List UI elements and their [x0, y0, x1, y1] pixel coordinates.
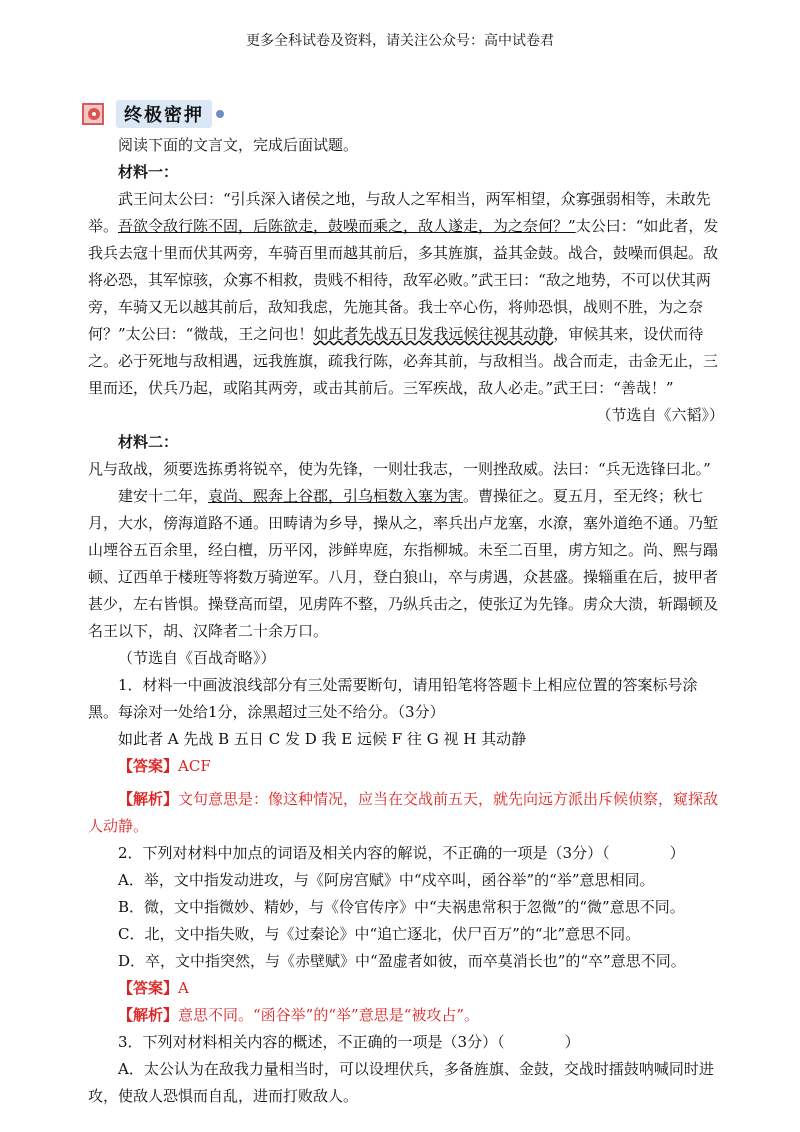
analysis-value: 意思不同。“函谷举”的“举”意思是“被攻占”。 — [178, 1006, 480, 1024]
material2-p2 — [88, 483, 724, 645]
page-header: 更多全科试卷及资料，请关注公众号：高中试卷君 — [246, 33, 554, 49]
q2-option-b: B．微，文中指微妙、精妙，与《伶官传序》中“夫祸患常积于忽微”的“微”意思不同。 — [118, 898, 685, 916]
m1-text-b: 太公曰：“如此者，发我兵去寇十里而伏其两旁，车骑百里而越其前后，多其旌旗，益其金鼓。战合，鼓噪而俱起。敌将必恐，其军惊骇，众寡不相救，贵贱不相待，敌军必败。”武王曰：“敌之地势，不可以伏其两旁，车骑又无以越其前后，敌知我虑，先施其备。我士卒心伤，将帅恐惧，战则不胜，为之奈何？”太公曰：“微哉，王之问也！ — [88, 217, 719, 343]
analysis-label: 【解析】 — [118, 790, 179, 808]
answer-label: 【答案】 — [118, 757, 179, 775]
material2-title: 材料二： — [118, 433, 179, 451]
analysis-value: 文句意思是：像这种情况，应当在交战前五天，就先向远方派出斥候侦察，窥探敌人动静。 — [88, 790, 719, 835]
material1-title: 材料一： — [118, 163, 179, 181]
badge-dot — [216, 110, 224, 118]
instruction: 阅读下面的文言文，完成后面试题。 — [118, 136, 359, 154]
q2-option-d: D．卒，文中指突然，与《赤壁赋》中“盈虚者如彼，而卒莫消长也”的“卒”意思不同。 — [118, 952, 686, 970]
q2-stem: 2．下列对材料中加点的词语及相关内容的解说，不正确的一项是（3分）（ ） — [118, 844, 685, 862]
m2-underlined: 袁尚、熙奔上谷郡，引乌桓数入塞为害 — [208, 487, 464, 505]
q1-stem: 1．材料一中画波浪线部分有三处需要断句，请用铅笔将答题卡上相应位置的答案标号涂黑。每涂对一处给1分，涂黑超过三处不给分。（3分） — [88, 676, 698, 721]
q2-option-c: C．北，文中指失败，与《过秦论》中“追亡逐北，伏尸百万”的“北”意思不同。 — [118, 925, 641, 943]
material1-source: （节选自《六韬》） — [596, 406, 724, 424]
analysis-label: 【解析】 — [118, 1006, 179, 1024]
badge-title: 终极密押 — [116, 100, 212, 128]
answer-value: ACF — [178, 757, 211, 775]
m1-text-c: ，审候其来，设伏而待之。必于死地与敌相遇，远我旌旗，疏我行陈，必奔其前，与敌相当。战合而走，击金无止，三里而还，伏兵乃起，或陷其两旁，或击其前后。三军疾战，敌人必走。”武王曰：“善哉！” — [88, 325, 719, 397]
q1-line: 如此者 A 先战 B 五日 C 发 D 我 E 远候 F 往 G 视 H 其动静 — [118, 730, 527, 748]
q2-analysis — [88, 1002, 724, 1029]
material2-source: （节选自《百战奇略》） — [118, 649, 276, 667]
answer-label: 【答案】 — [118, 979, 179, 997]
document-body — [88, 132, 724, 1110]
q2-option-a: A．举，文中指发动进攻，与《阿房宫赋》中“戍卒叫，函谷举”的“举”意思相同。 — [118, 871, 655, 889]
section-badge — [80, 100, 224, 128]
q1-answer — [88, 753, 724, 780]
answer-value: A — [178, 979, 189, 997]
m1-text-a: 武王问太公曰：“引兵深入诸侯之地，与敌人之军相当，两军相望，众寡强弱相等，未敢先举。 — [88, 190, 711, 235]
material2-p1: 凡与敌战，须要选拣勇将锐卒，使为先锋，一则壮我志，一则挫敌威。法曰：“兵无选锋曰北。” — [88, 460, 711, 478]
material1-text — [88, 186, 724, 402]
q3-option-a: A．太公认为在敌我力量相当时，可以设埋伏兵，多备旌旗、金鼓，交战时擂鼓呐喊同时进攻，使敌人恐惧而自乱，进而打败敌人。 — [88, 1060, 714, 1105]
m1-underlined: 吾欲令敌行陈不固，后陈欲走，鼓噪而乘之，敌人遂走，为之奈何？” — [118, 217, 576, 235]
target-icon — [80, 100, 110, 128]
m1-wavy: 如此者先战五日发我远候往视其动静 — [313, 325, 554, 343]
m2-text-b: 。曹操征之。夏五月，至无终；秋七月，大水，傍海道路不通。田畴请为乡导，操从之，率兵出卢龙塞，水潦，塞外道绝不通。乃堑山堙谷五百余里，经白檀，历平冈，涉鲜卑庭，东指柳城。未至二百里，虏方知之。尚、熙与蹋顿、辽西单于楼班等将数万骑逆军。八月，登白狼山，卒与虏遇，众甚盛。操辎重在后，披甲者甚少，左右皆惧。操登高而望，见虏阵不整，乃纵兵击之，使张辽为先锋。虏众大溃，斩蹋顿及名王以下，胡、汉降者二十余万口。 — [88, 487, 719, 640]
q1-analysis — [88, 786, 724, 840]
m2-text-a: 建安十二年， — [118, 487, 209, 505]
q3-stem: 3．下列对材料相关内容的概述，不正确的一项是（3分）（ ） — [118, 1033, 580, 1051]
q2-answer — [88, 975, 724, 1002]
